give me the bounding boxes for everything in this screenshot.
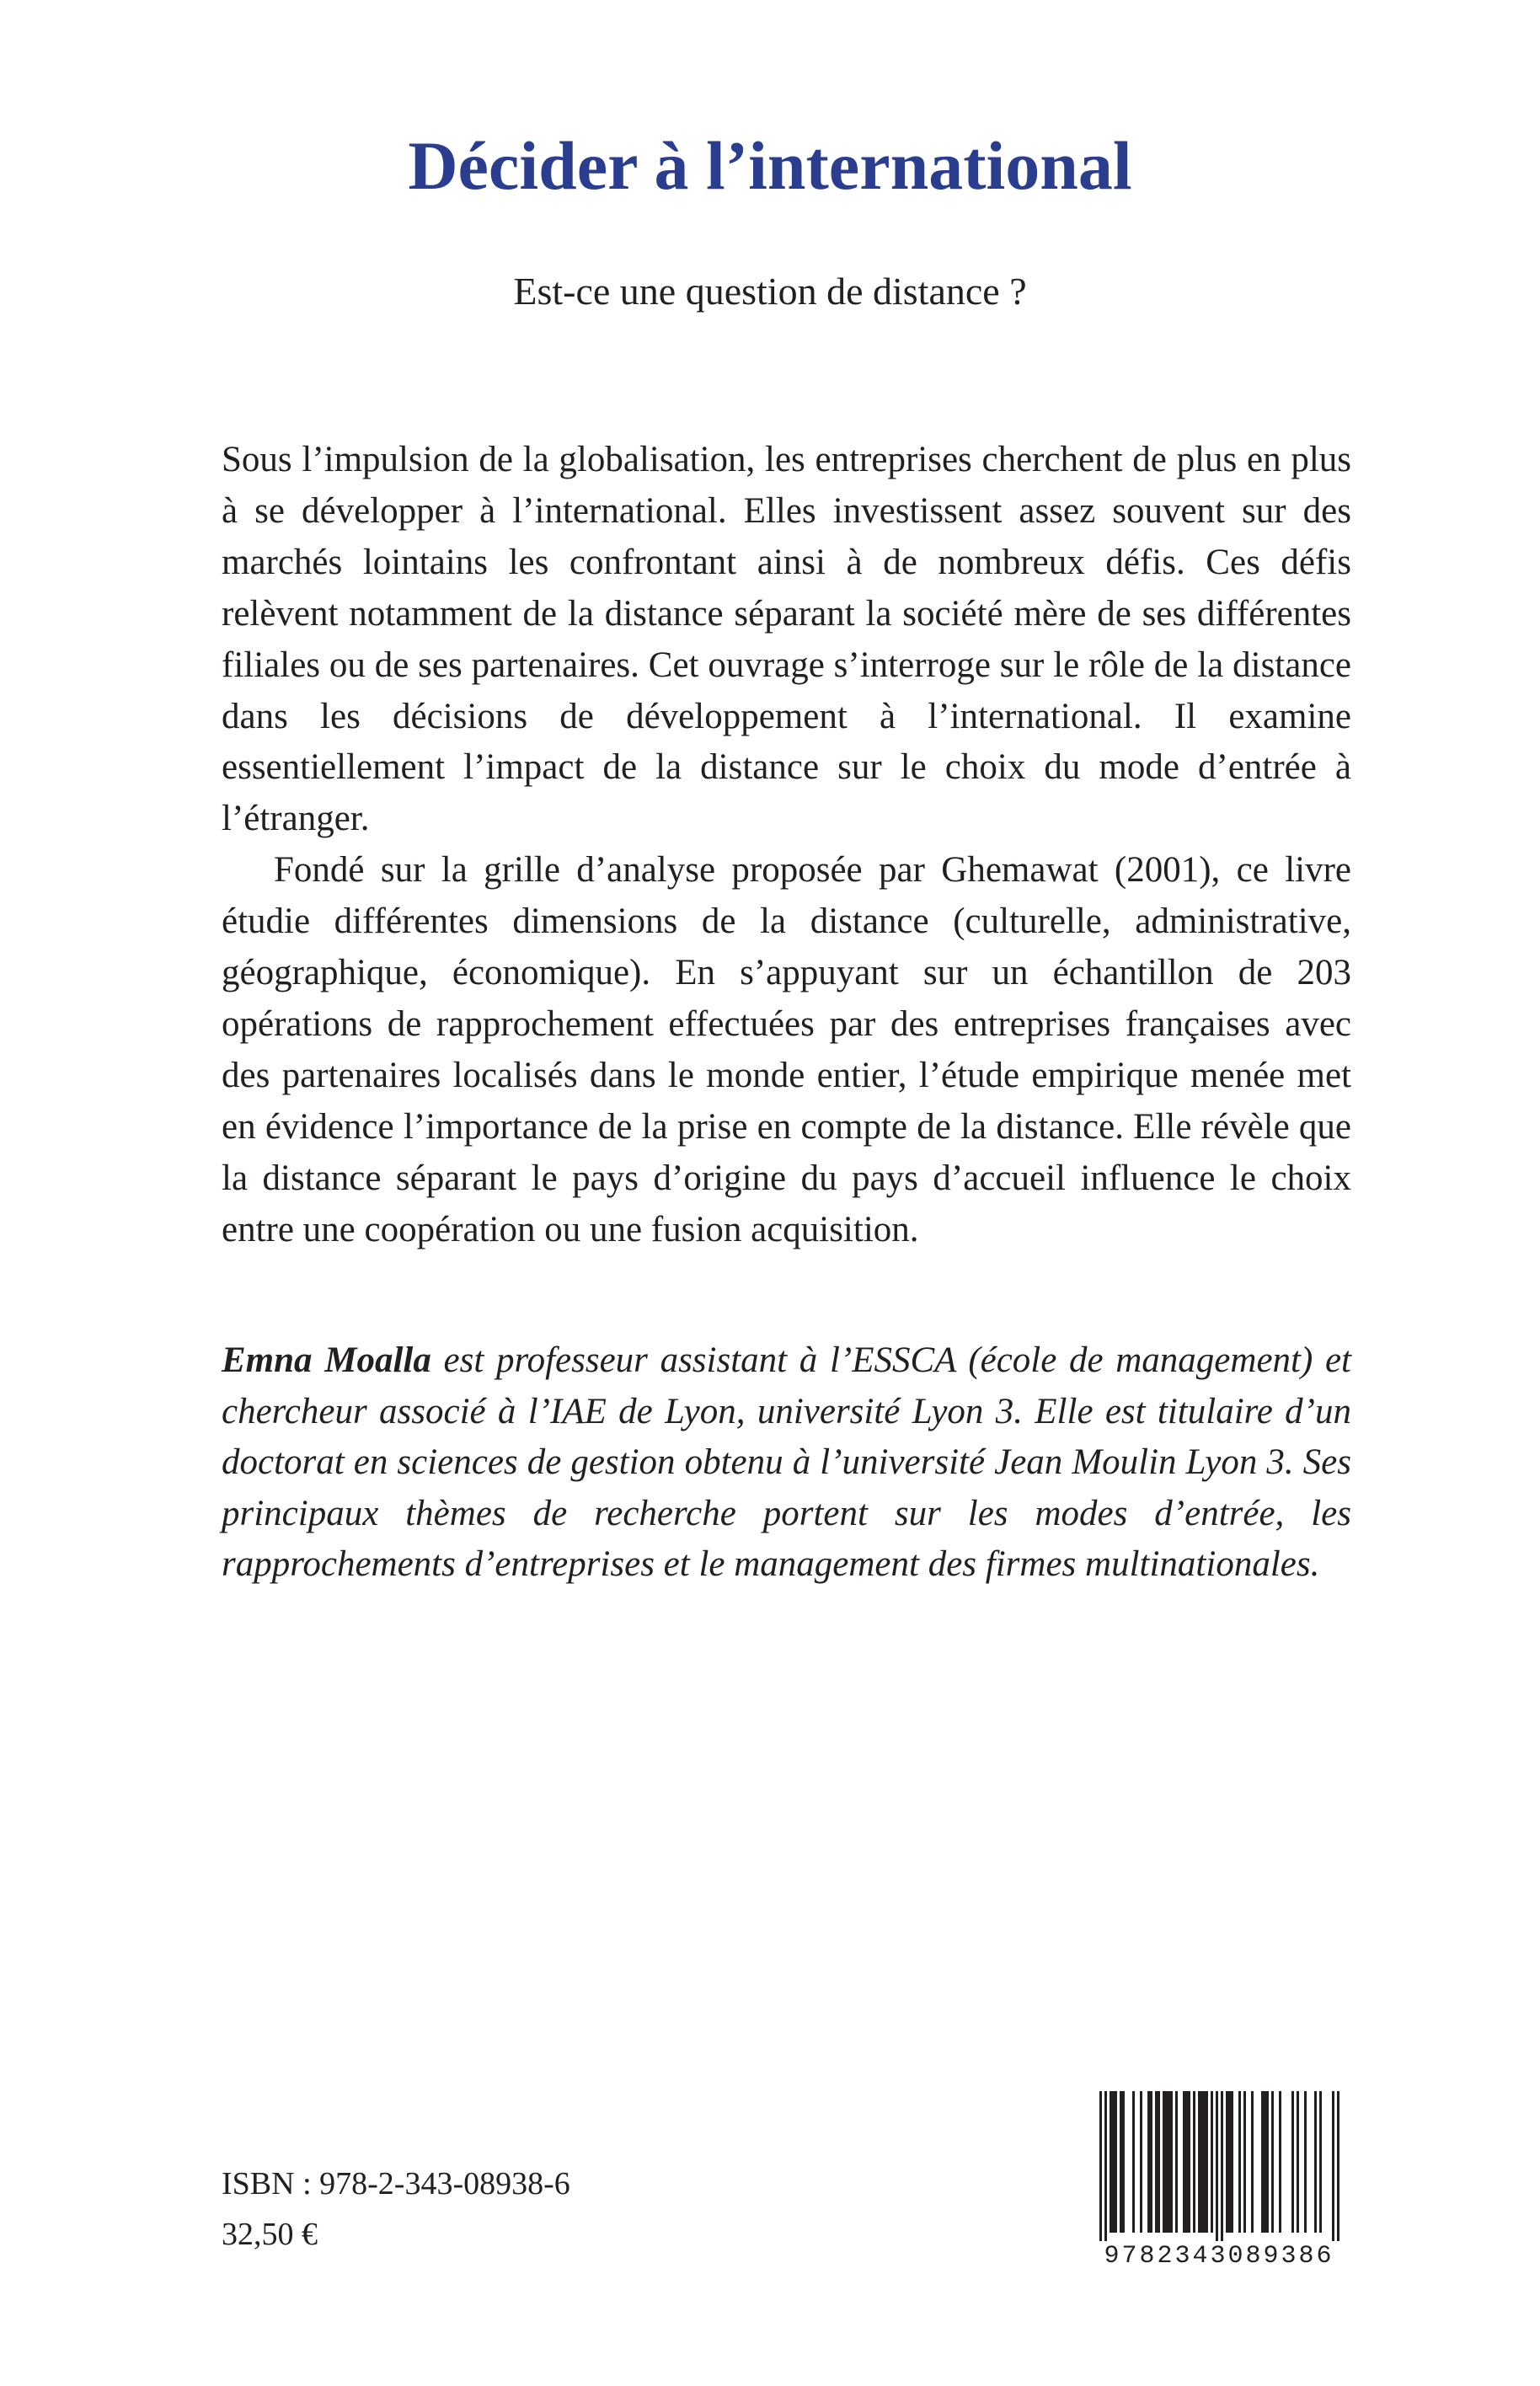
book-title: Décider à l’international bbox=[408, 127, 1132, 204]
barcode-bar bbox=[1155, 2091, 1160, 2233]
price: 32,50 € bbox=[222, 2217, 318, 2252]
barcode-bar bbox=[1099, 2091, 1102, 2241]
barcode-digits: 9782343089386 bbox=[1104, 2242, 1334, 2266]
barcode-bar bbox=[1251, 2091, 1254, 2233]
author-name: Emna Moalla bbox=[222, 1340, 431, 1380]
summary-paragraph-2: Fondé sur la grille d’analyse proposée par Ghemawat (2001), ce livre étudie différentes dimensions de la distance (culturelle, administrative, géographique, économique). En s’appuyant sur un échantillon de 203 opérations de rapprochement effectuées par des entreprises françaises avec des partenaires localisés dans le monde entier, l’étude empirique menée met en évidence l’importance de la prise en compte de la distance. Elle révèle que la distance séparant le pays d’origine du pays d’accueil influence le choix entre une coopération ou une fusion acquisition. bbox=[222, 850, 1351, 1249]
barcode-bar bbox=[1183, 2091, 1190, 2233]
barcode-bar bbox=[1104, 2091, 1107, 2241]
book-subtitle: Est-ce une question de distance ? bbox=[513, 270, 1027, 313]
barcode-bar bbox=[1110, 2091, 1117, 2233]
author-bio bbox=[222, 1335, 1351, 1591]
barcode-bar bbox=[1271, 2091, 1274, 2233]
isbn: ISBN : 978-2-343-08938-6 bbox=[222, 2166, 570, 2201]
author-bio-text: est professeur assistant à l’ESSCA (école de management) et chercheur associé à l’IAE de Lyon, université Lyon 3. Elle est titulaire d’un doctorat en sciences de gestion obtenu à l’université Jean Moulin Lyon 3. Ses principaux thèmes de recherche portent sur les modes d’entrée, les rapprochements d’entreprises et le management des firmes multinationales. bbox=[222, 1340, 1351, 1584]
barcode-bar bbox=[1132, 2091, 1135, 2233]
barcode bbox=[1091, 2089, 1348, 2266]
barcode-bar bbox=[1314, 2091, 1317, 2233]
barcode-bar bbox=[1175, 2091, 1178, 2233]
barcode-bar bbox=[1243, 2091, 1246, 2233]
barcode-bar bbox=[1216, 2091, 1218, 2241]
barcode-bar bbox=[1238, 2091, 1241, 2233]
barcode-bar bbox=[1332, 2091, 1334, 2241]
barcode-bar bbox=[1291, 2091, 1294, 2233]
barcode-bar bbox=[1163, 2091, 1173, 2233]
barcode-bar bbox=[1261, 2091, 1269, 2233]
barcode-bar bbox=[1140, 2091, 1142, 2233]
barcode-bar bbox=[1120, 2091, 1125, 2233]
barcode-bar bbox=[1193, 2091, 1195, 2233]
barcode-bar bbox=[1198, 2091, 1208, 2233]
barcode-bar bbox=[1304, 2091, 1307, 2233]
barcode-bar bbox=[1211, 2091, 1213, 2233]
barcode-icon bbox=[1091, 2089, 1348, 2266]
barcode-bar bbox=[1226, 2091, 1233, 2233]
barcode-bar bbox=[1297, 2091, 1299, 2233]
barcode-bar bbox=[1319, 2091, 1322, 2233]
barcode-bar bbox=[1337, 2091, 1339, 2241]
barcode-bar bbox=[1221, 2091, 1223, 2241]
barcode-bar bbox=[1147, 2091, 1152, 2233]
summary-paragraph-1: Sous l’impulsion de la globalisation, les entreprises cherchent de plus en plus à se développer à l’international. Elles investissent assez souvent sur des marchés lointains les confrontant ainsi à de nombreux défis. Ces défis relèvent notamment de la distance séparant la société mère de ses différentes filiales ou de ses partenaires. Cet ouvrage s’interroge sur le rôle de la distance dans les décisions de développement à l’international. Il examine essentiellement l’impact de la distance sur le choix du mode d’entrée à l’étranger. bbox=[222, 440, 1351, 839]
barcode-bar bbox=[1279, 2091, 1281, 2233]
book-summary bbox=[222, 435, 1351, 1256]
